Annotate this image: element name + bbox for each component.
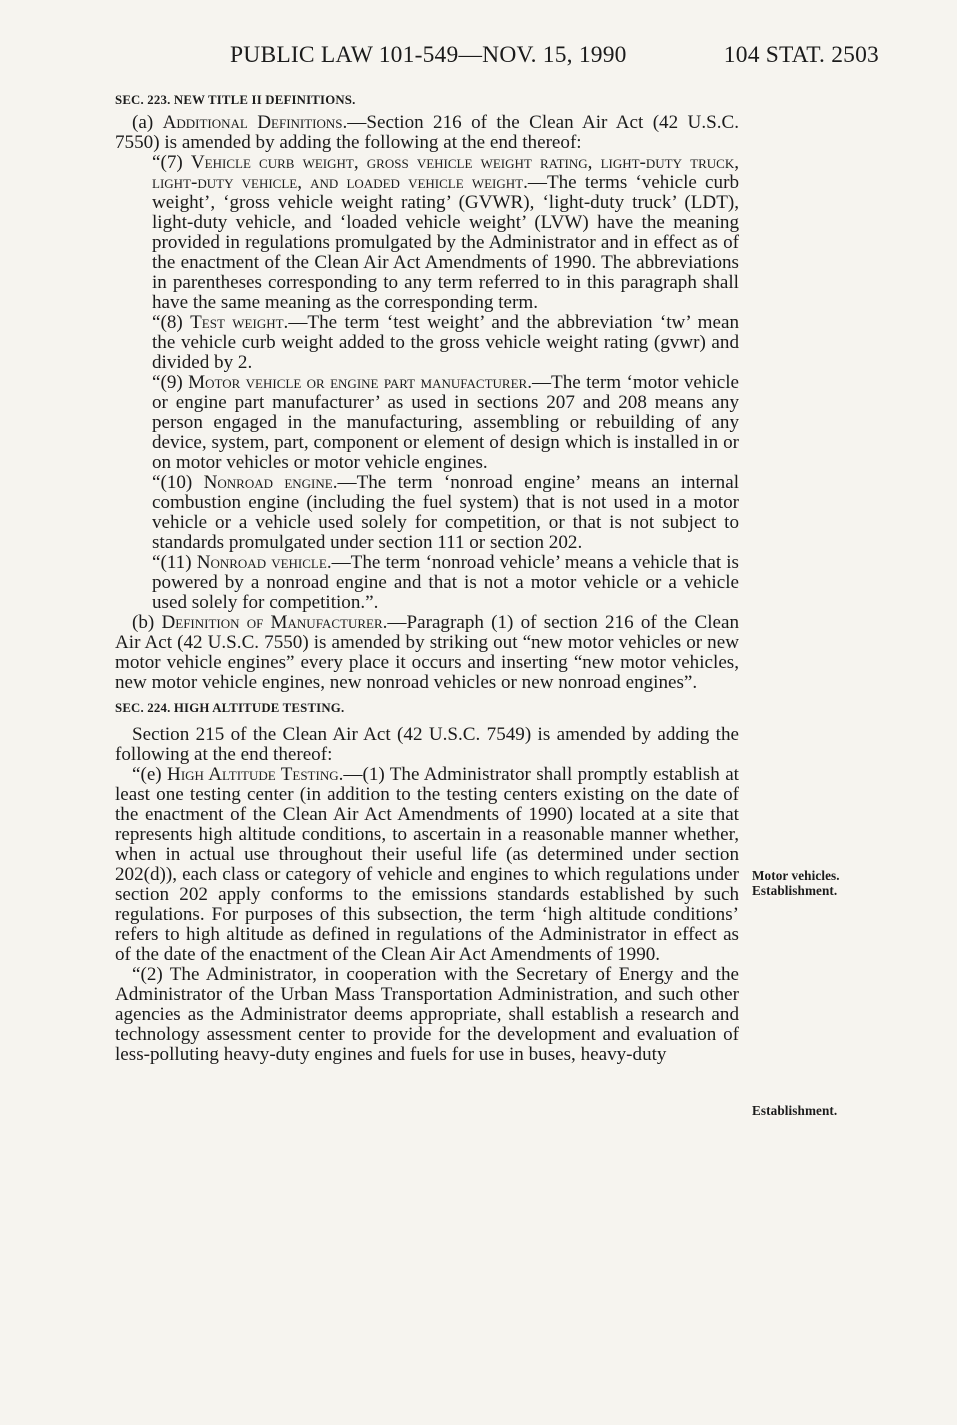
paragraph-10: “(10) Nonroad engine.—The term ‘nonroad engine’ means an internal combustion engine (including the fuel system) that is not used in a motor vehicle or a vehicle used solely for competition, or that is not subject to standards promulgated under section 111 or section 202. xyxy=(152,472,739,553)
paragraph-8: “(8) Test weight.—The term ‘test weight’ and the abbreviation ‘tw’ mean the vehicle curb weight added to the gross vehicle weight rating (gvwr) and divided by 2. xyxy=(152,312,739,373)
subsection-b: (b) Definition of Manufacturer.—Paragraph (1) of section 216 of the Clean Air Act (42 U.S.C. 7550) is amended by striking out “new motor vehicles or new motor vehicle engines” every place it occurs and inserting “new motor vehicles, new motor vehicle engines, new nonroad vehicles or new nonroad engines”. xyxy=(115,612,740,693)
paragraph-11: “(11) Nonroad vehicle.—The term ‘nonroad vehicle’ means a vehicle that is powered by a nonroad engine and that is not a motor vehicle or a vehicle used solely for competition.”. xyxy=(152,552,739,613)
public-law-title: PUBLIC LAW 101-549—NOV. 15, 1990 xyxy=(230,42,627,68)
paragraph-11-caption: Nonroad vehicle xyxy=(196,552,327,573)
main-text-column xyxy=(115,93,739,1065)
paragraph-7: “(7) Vehicle curb weight, gross vehicle weight rating, light-duty truck, light-duty vehicle, and loaded vehicle weight.—The terms ‘vehicle curb weight’, ‘gross vehicle weight rating’ (GVWR), ‘light-duty truck’ (LDT), light-duty vehicle, and ‘loaded vehicle weight’ (LVW) have the meaning provided in regulations promulgated by the Administrator and in effect as of the enactment of the Clean Air Act Amendments of 1990. The abbreviations in parentheses corresponding to any term referred to in this paragraph shall have the same meaning as the corresponding term. xyxy=(152,152,739,313)
section-224-intro: Section 215 of the Clean Air Act (42 U.S.C. 7549) is amended by adding the following at the end thereof: xyxy=(115,724,739,765)
subsection-e: “(e) High Altitude Testing.—(1) The Administrator shall promptly establish at least one testing center (in addition to the testing centers existing on the date of the enactment of the Clean Air Act Amendments of 1990) located at a site that represents high altitude conditions, to ascertain in a reasonable manner whether, when in actual use throughout their useful life (as determined under section 202(d)), each class or category of vehicle and engines to which regulations under section 202 apply conforms to the emissions standards established by such regulations. For purposes of this subsection, the term ‘high altitude conditions’ refers to high altitude as defined in regulations of the Administrator in effect as of the date of the enactment of the Clean Air Act Amendments of 1990. xyxy=(115,764,739,965)
paragraph-10-caption: Nonroad engine xyxy=(203,472,333,493)
paragraph-9: “(9) Motor vehicle or engine part manufacturer.—The term ‘motor vehicle or engine part manufacturer’ as used in sections 207 and 208 means any person engaged in the manufacturing, assembling or rebuilding of any device, system, part, component or element of design which is installed in or on motor vehicles or motor vehicle engines. xyxy=(152,372,739,473)
subsection-a-caption: Additional Definitions xyxy=(162,112,343,133)
paragraph-8-caption: Test weight xyxy=(190,312,284,333)
margin-note-motor-vehicles: Motor vehicles. Establishment. xyxy=(752,868,840,898)
section-224-heading: SEC. 224. HIGH ALTITUDE TESTING. xyxy=(115,701,345,715)
subsection-b-caption: Definition of Manufacturer xyxy=(161,612,383,633)
subsection-e-caption: High Altitude Testing xyxy=(167,764,339,785)
margin-note-establishment: Establishment. xyxy=(752,1103,838,1118)
section-223-heading: SEC. 223. NEW TITLE II DEFINITIONS. xyxy=(115,93,356,107)
subsection-a: (a) Additional Definitions.—Section 216 of the Clean Air Act (42 U.S.C. 7550) is amended by adding the following at the end thereof: xyxy=(115,112,739,153)
statute-page-number: 104 STAT. 2503 xyxy=(723,42,879,68)
subsection-e-paragraph-2: “(2) The Administrator, in cooperation with the Secretary of Energy and the Administrator of the Urban Mass Transportation Administration, and such other agencies as the Administrator deems appropriate, shall establish a research and technology assessment center to provide for the development and evaluation of less-polluting heavy-duty engines and fuels for use in buses, heavy-duty xyxy=(115,964,739,1065)
paragraph-9-caption: Motor vehicle or engine part manufacturer xyxy=(188,372,528,393)
paragraph-7-caption: Vehicle curb weight, gross vehicle weight rating, light-duty truck, light-duty vehicle, and loaded vehicle weight xyxy=(152,152,739,193)
